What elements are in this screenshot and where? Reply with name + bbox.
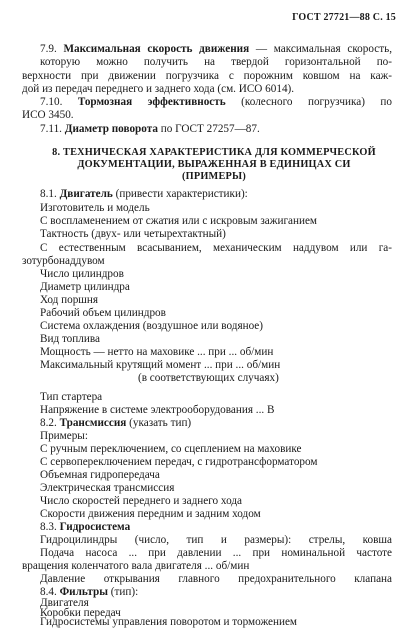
para-7-11	[40, 123, 260, 136]
list-item: Объемная гидропередача	[40, 469, 160, 481]
para-8-3	[40, 521, 130, 534]
para-7-11-term: Диаметр поворота	[64, 123, 158, 135]
list-item: Подача насоса ... при давлении ... при номинальной частоте	[40, 547, 392, 559]
list-item: зотурбонаддувом	[22, 255, 105, 267]
para-8-1-text: (привести характеристики):	[112, 188, 248, 200]
page-header: ГОСТ 27721—88 С. 15	[292, 12, 396, 23]
para-7-11-text: по ГОСТ 27257—87.	[157, 123, 260, 135]
list-item: вращения коленчатого вала двигателя ... об/мин	[22, 560, 250, 572]
list-item: Напряжение в системе электрооборудования ... В	[40, 404, 275, 416]
para-8-2-term: Трансмиссия	[59, 417, 127, 429]
list-item: С сервопереключением передач, с гидротрансформатором	[40, 456, 318, 468]
list-item: Мощность — нетто на маховике ... при ... об/мин	[40, 346, 274, 358]
list-item: Двигателя	[40, 597, 89, 609]
para-8-2-text: (указать тип)	[126, 417, 192, 429]
list-item: Вид топлива	[40, 333, 100, 345]
para-8-3-term: Гидросистема	[59, 521, 131, 533]
section-8-heading-line-1: 8. ТЕХНИЧЕСКАЯ ХАРАКТЕРИСТИКА ДЛЯ КОММЕРЧЕСКОЙ	[52, 147, 376, 158]
para-8-3-number: 8.3.	[40, 521, 57, 533]
list-item: Скорости движения передним и задним ходом	[40, 508, 261, 520]
para-7-9-term: Максимальная скорость движения	[63, 43, 250, 55]
list-item: С воспламенением от сжатия или с искровым зажиганием	[40, 215, 318, 227]
para-7-10-term: Тормозная эффективность	[77, 96, 226, 108]
para-7-9-line-4: дой из передач переднего и заднего хода (см. ИСО 6014).	[22, 83, 295, 95]
list-item: Примеры:	[40, 430, 88, 442]
list-item: Давление открывания главного предохранительного клапана	[40, 573, 392, 585]
list-item: Электрическая трансмиссия	[40, 482, 175, 494]
list-item: С ручным переключением, со сцеплением на маховике	[40, 443, 302, 455]
para-8-2-number: 8.2.	[40, 417, 57, 429]
para-8-4-text: (тип):	[108, 586, 139, 598]
para-7-9-text: — максимальная скорость, которую можно получить на твердой горизонтальной по-	[40, 43, 392, 68]
list-item: Рабочий объем цилиндров	[40, 307, 166, 319]
para-8-4-number: 8.4.	[40, 586, 57, 598]
para-7-10-text: (колесного погрузчика) по	[225, 96, 392, 108]
para-7-10-number: 7.10.	[40, 96, 63, 108]
list-item: Максимальный крутящий момент ... при ... об/мин	[40, 359, 281, 371]
para-7-9-number: 7.9.	[40, 43, 57, 55]
list-item: Ход поршня	[40, 294, 99, 306]
section-8-heading-line-3: (ПРИМЕРЫ)	[182, 171, 246, 182]
para-8-2	[40, 417, 191, 430]
list-item: (в соответствующих случаях)	[138, 372, 279, 384]
list-item: Число цилиндров	[40, 268, 124, 280]
list-item: Коробки передач	[40, 607, 121, 619]
list-item: Тактность (двух- или четырехтактный)	[40, 228, 226, 240]
list-item: Гидросистемы управления поворотом и торможением	[40, 616, 298, 628]
para-8-1	[40, 188, 248, 201]
para-7-10-line-1	[40, 96, 392, 109]
para-7-9-line-3: верхности при движении погрузчика с порожним ковшом на каж-	[22, 70, 392, 82]
list-item: Диаметр цилиндра	[40, 281, 130, 293]
para-8-1-number: 8.1.	[40, 188, 57, 200]
list-item: Система охлаждения (воздушное или водяное)	[40, 320, 263, 332]
list-item: С естественным всасыванием, механическим наддувом или га-	[40, 242, 392, 254]
list-item: Число скоростей переднего и заднего хода	[40, 495, 243, 507]
para-8-4-term: Фильтры	[59, 586, 108, 598]
list-item: Гидроцилиндры (число, тип и размеры): стрелы, ковша	[40, 534, 392, 546]
para-8-1-term: Двигатель	[59, 188, 113, 200]
para-7-9-line-1	[40, 43, 392, 69]
section-8-heading-line-2: ДОКУМЕНТАЦИИ, ВЫРАЖЕННАЯ В ЕДИНИЦАХ СИ	[77, 159, 351, 170]
list-item: Тип стартера	[40, 391, 103, 403]
para-7-11-number: 7.11.	[40, 123, 62, 135]
list-item: Изготовитель и модель	[40, 202, 150, 214]
para-7-10-line-2: ИСО 3450.	[22, 109, 74, 121]
